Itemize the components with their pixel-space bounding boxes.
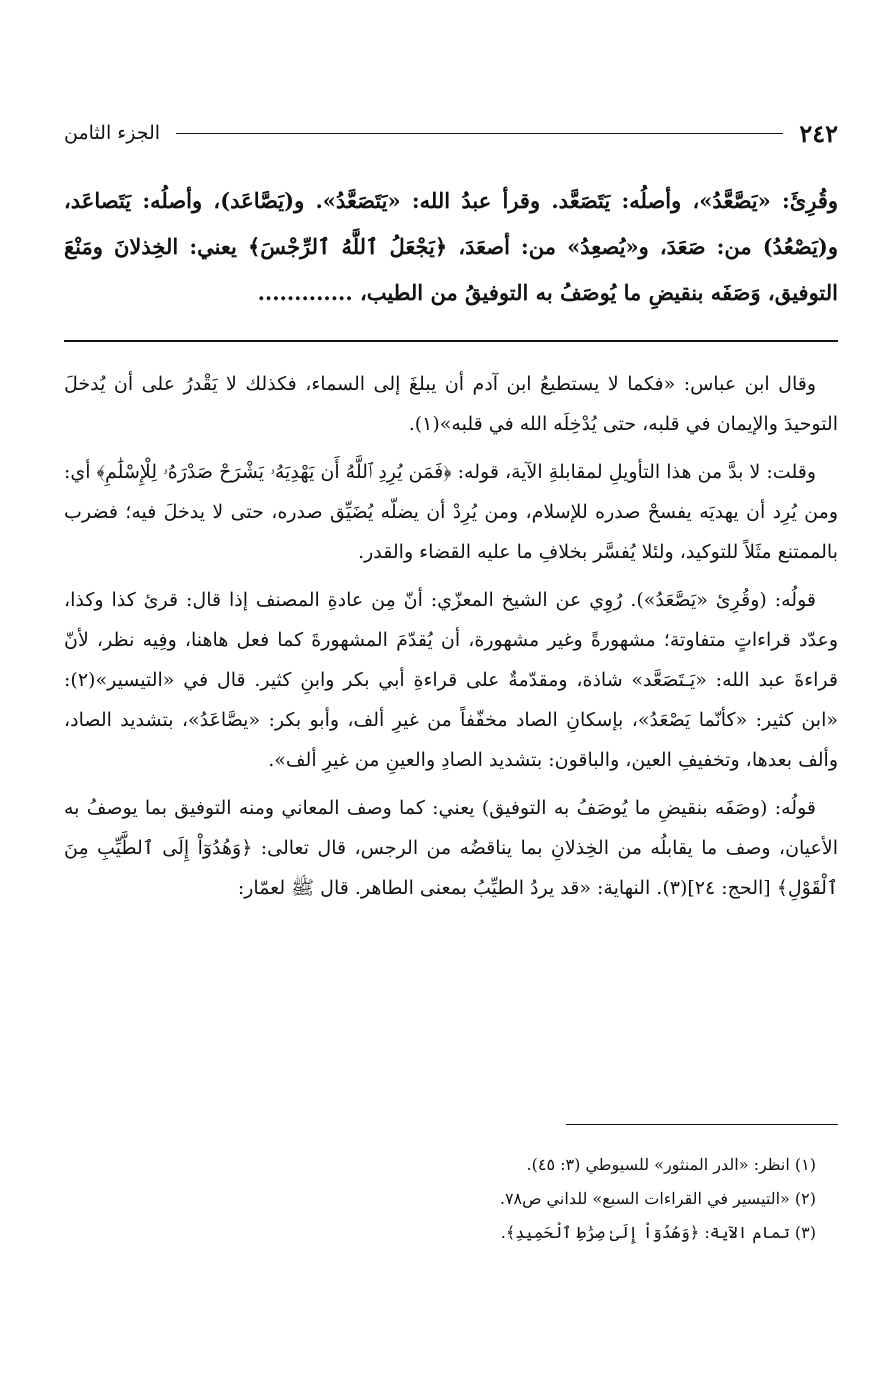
- footnote-divider: [566, 1124, 838, 1125]
- footnote: (٣) تمام الآية: ﴿وَهُدُوٓاْ إِلَىٰ صِرَٰطِ ٱلْحَمِيدِ﴾.: [500, 1223, 816, 1242]
- page-number: ٢٤٢: [799, 118, 838, 148]
- commentary: [64, 364, 838, 916]
- commentary-paragraph: قولُه: (وقُرِئ «يَصَّعَدُ»). رُوِي عن الشيخ المعزّي: أنّ مِن عادةِ المصنف إذا قال: قرئ كذا وكذا، وعدّد قراءاتٍ متفاوتة؛ مشهورةً وغير مشهورة، أن يُقدّمَ المشهورةَ كما فعل هاهنا، وفِيه نظر، لأنّ قراءةَ عبد الله: «يَـتَصَعَّد» شاذة، ومقدّمةٌ على قراءةِ أبي بكر وابنِ كثير. قال في «التيسير»(٢): «ابن كثير: «كأنّما يَصْعَدُ»، بإسكانِ الصاد مخفّفاً من غيرِ ألف، وأبو بكر: «يصَّاعَدُ»، بتشديد الصاد، وألف بعدها، وتخفيفِ العين، والباقون: بتشديد الصادِ والعينِ من غيرِ ألف».: [64, 589, 838, 771]
- page-header: [64, 118, 838, 148]
- matn-divider: [64, 340, 838, 342]
- part-title: الجزء الثامن: [64, 122, 161, 144]
- commentary-paragraph: وقلت: لا بدَّ من هذا التأويلِ لمقابلةِ الآية، قوله: ﴿فَمَن يُرِدِ ٱللَّهُ أَن يَهْدِيَهُۥ يَشْرَحْ صَدْرَهُۥ لِلْإِسْلَٰمِ﴾ أي: ومن يُرِد أن يهديَه يفسحْ صدره للإسلام، ومن يُرِدْ أن يضلّه يُضَيِّق صدره، حتى لا يدخلَ فيه؛ فضرب بالممتنع مثَلاً للتوكيد، ولئلا يُفسَّر بخلافِ ما عليه القضاء والقدر.: [64, 461, 838, 563]
- footnote: (١) انظر: «الدر المنثور» للسيوطي (٣: ٤٥).: [526, 1155, 816, 1174]
- header-rule: [176, 133, 783, 134]
- footnote: (٢) «التيسير في القراءات السبع» للداني ص٧٨.: [499, 1189, 816, 1208]
- matn-text: وقُرِئَ: «يَصَّعَّدُ»، وأصلُه: يَتَصَعَّد. وقرأ عبدُ الله: «يَتَصَعَّدُ». و(يَصَّاعَد)، وأصلُه: يَتَصاعَد، و(يَصْعُدُ) من: صَعَدَ، و«يُصعِدُ» من: أصعَدَ، ﴿يَجْعَلُ ٱللَّهُ ٱلرِّجْسَ﴾ يعني: الخِذلانَ ومَنْعَ التوفيق، وَصَفَه بنقيضِ ما يُوصَفُ به التوفيقُ من الطيب، .............: [64, 188, 838, 305]
- footnotes: [64, 1148, 838, 1250]
- commentary-paragraph: قولُه: (وصَفَه بنقيضِ ما يُوصَفُ به التوفيق) يعني: كما وصف المعاني ومنه التوفيق بما يوصفُ به الأعيان، وصف ما يقابلُه من الخِذلانِ بما يناقضُه من الرجس، قال تعالى: ﴿وَهُدُوٓاْ إِلَى ٱلطَّيِّبِ مِنَ ٱلْقَوْلِ﴾ [الحج: ٢٤](٣). النهاية: «قد يردُ الطيِّبُ بمعنى الطاهر. قال ﷺ لعمّار:: [64, 797, 838, 899]
- commentary-paragraph: وقال ابن عباس: «فكما لا يستطيعُ ابن آدم أن يبلغَ إلى السماء، فكذلك لا يَقْدرُ على أن يُدخلَ التوحيدَ والإيمان في قلبه، حتى يُدْخِلَه الله في قلبه»(١).: [64, 373, 838, 435]
- book-page: [64, 0, 838, 1393]
